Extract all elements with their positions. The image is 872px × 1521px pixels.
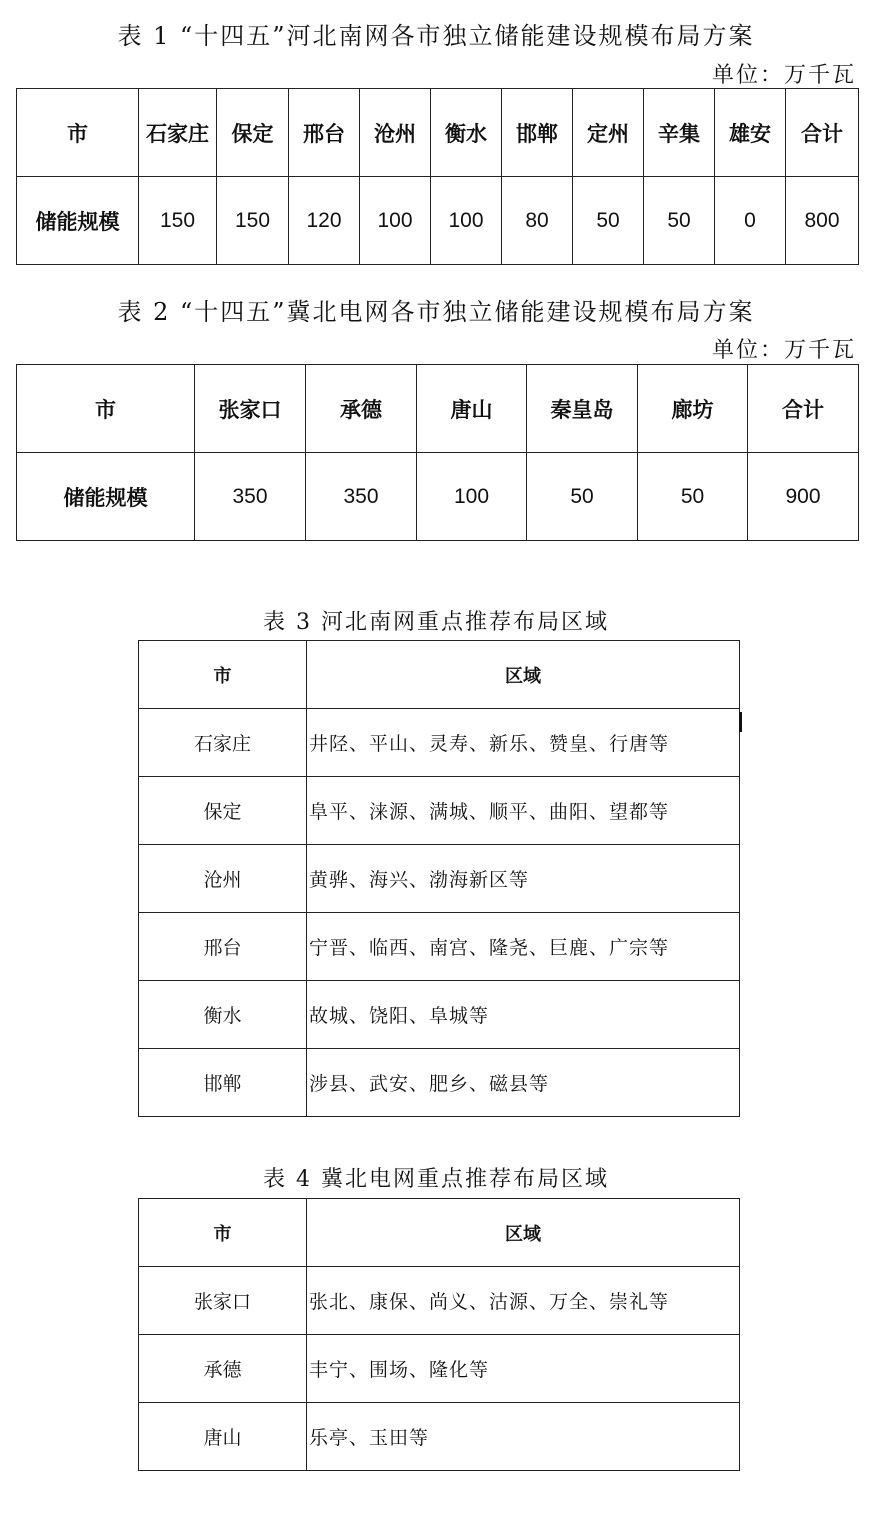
table1-unit: 单位：万千瓦 [711, 63, 856, 88]
table-header-cell: 区域 [307, 1199, 740, 1267]
table2 [16, 364, 859, 541]
table2-unit: 单位：万千瓦 [711, 338, 856, 363]
value-cell: 120 [289, 177, 360, 265]
table3 [138, 640, 740, 1117]
row-label-cell: 储能规模 [17, 453, 195, 541]
value-cell: 100 [360, 177, 431, 265]
table-row [139, 845, 740, 913]
value-cell: 50 [527, 453, 638, 541]
value-cell: 0 [715, 177, 786, 265]
city-cell: 邢台 [139, 913, 307, 981]
table-header-cell: 辛集 [644, 89, 715, 177]
table-row [17, 177, 859, 265]
city-cell: 张家口 [139, 1267, 307, 1335]
table2-title: 表 2 “十四五”冀北电网各市独立储能建设规模布局方案 [117, 298, 755, 326]
table1-header-row [17, 89, 859, 177]
table-header-cell: 保定 [217, 89, 289, 177]
value-cell: 150 [217, 177, 289, 265]
table-header-cell: 秦皇岛 [527, 365, 638, 453]
table-row [139, 981, 740, 1049]
value-cell: 50 [638, 453, 748, 541]
table-header-cell: 市 [17, 365, 195, 453]
city-cell: 保定 [139, 777, 307, 845]
table3-title: 表 3 河北南网重点推荐布局区域 [263, 610, 609, 635]
area-cell: 乐亭、玉田等 [307, 1403, 740, 1471]
value-cell: 150 [139, 177, 217, 265]
area-cell: 阜平、涞源、满城、顺平、曲阳、望都等 [307, 777, 740, 845]
row-label-cell: 储能规模 [17, 177, 139, 265]
value-cell: 800 [786, 177, 859, 265]
area-cell: 宁晋、临西、南宫、隆尧、巨鹿、广宗等 [307, 913, 740, 981]
table-header-cell: 承德 [306, 365, 417, 453]
value-cell: 350 [195, 453, 306, 541]
table-header-cell: 市 [139, 1199, 307, 1267]
table-header-cell: 区域 [307, 641, 740, 709]
table2-header-row [17, 365, 859, 453]
city-cell: 沧州 [139, 845, 307, 913]
value-cell: 350 [306, 453, 417, 541]
city-cell: 承德 [139, 1335, 307, 1403]
table4-header-row [139, 1199, 740, 1267]
value-cell: 50 [573, 177, 644, 265]
table4 [138, 1198, 740, 1471]
table-row [139, 1335, 740, 1403]
table-row [17, 453, 859, 541]
table-header-cell: 衡水 [431, 89, 502, 177]
text-cursor [739, 712, 742, 732]
table-header-cell: 市 [17, 89, 139, 177]
table-header-cell: 雄安 [715, 89, 786, 177]
value-cell: 100 [417, 453, 527, 541]
table-header-cell: 沧州 [360, 89, 431, 177]
table-row [139, 1049, 740, 1117]
city-cell: 衡水 [139, 981, 307, 1049]
value-cell: 100 [431, 177, 502, 265]
table-row [139, 709, 740, 777]
table-header-cell: 张家口 [195, 365, 306, 453]
table1-title: 表 1 “十四五”河北南网各市独立储能建设规模布局方案 [117, 22, 755, 50]
area-cell: 井陉、平山、灵寿、新乐、赞皇、行唐等 [307, 709, 740, 777]
table-header-cell: 廊坊 [638, 365, 748, 453]
table-header-cell: 邢台 [289, 89, 360, 177]
table-row [139, 1267, 740, 1335]
value-cell: 50 [644, 177, 715, 265]
value-cell: 80 [502, 177, 573, 265]
table4-title: 表 4 冀北电网重点推荐布局区域 [263, 1167, 609, 1192]
table-header-cell: 石家庄 [139, 89, 217, 177]
table-header-cell: 市 [139, 641, 307, 709]
table-header-cell: 唐山 [417, 365, 527, 453]
city-cell: 唐山 [139, 1403, 307, 1471]
table1 [16, 88, 859, 265]
area-cell: 故城、饶阳、阜城等 [307, 981, 740, 1049]
table-header-cell: 合计 [748, 365, 859, 453]
table-header-cell: 邯郸 [502, 89, 573, 177]
table3-header-row [139, 641, 740, 709]
table-header-cell: 定州 [573, 89, 644, 177]
area-cell: 丰宁、围场、隆化等 [307, 1335, 740, 1403]
table-row [139, 1403, 740, 1471]
value-cell: 900 [748, 453, 859, 541]
city-cell: 邯郸 [139, 1049, 307, 1117]
table-row [139, 777, 740, 845]
area-cell: 涉县、武安、肥乡、磁县等 [307, 1049, 740, 1117]
area-cell: 黄骅、海兴、渤海新区等 [307, 845, 740, 913]
city-cell: 石家庄 [139, 709, 307, 777]
table-header-cell: 合计 [786, 89, 859, 177]
area-cell: 张北、康保、尚义、沽源、万全、崇礼等 [307, 1267, 740, 1335]
table-row [139, 913, 740, 981]
